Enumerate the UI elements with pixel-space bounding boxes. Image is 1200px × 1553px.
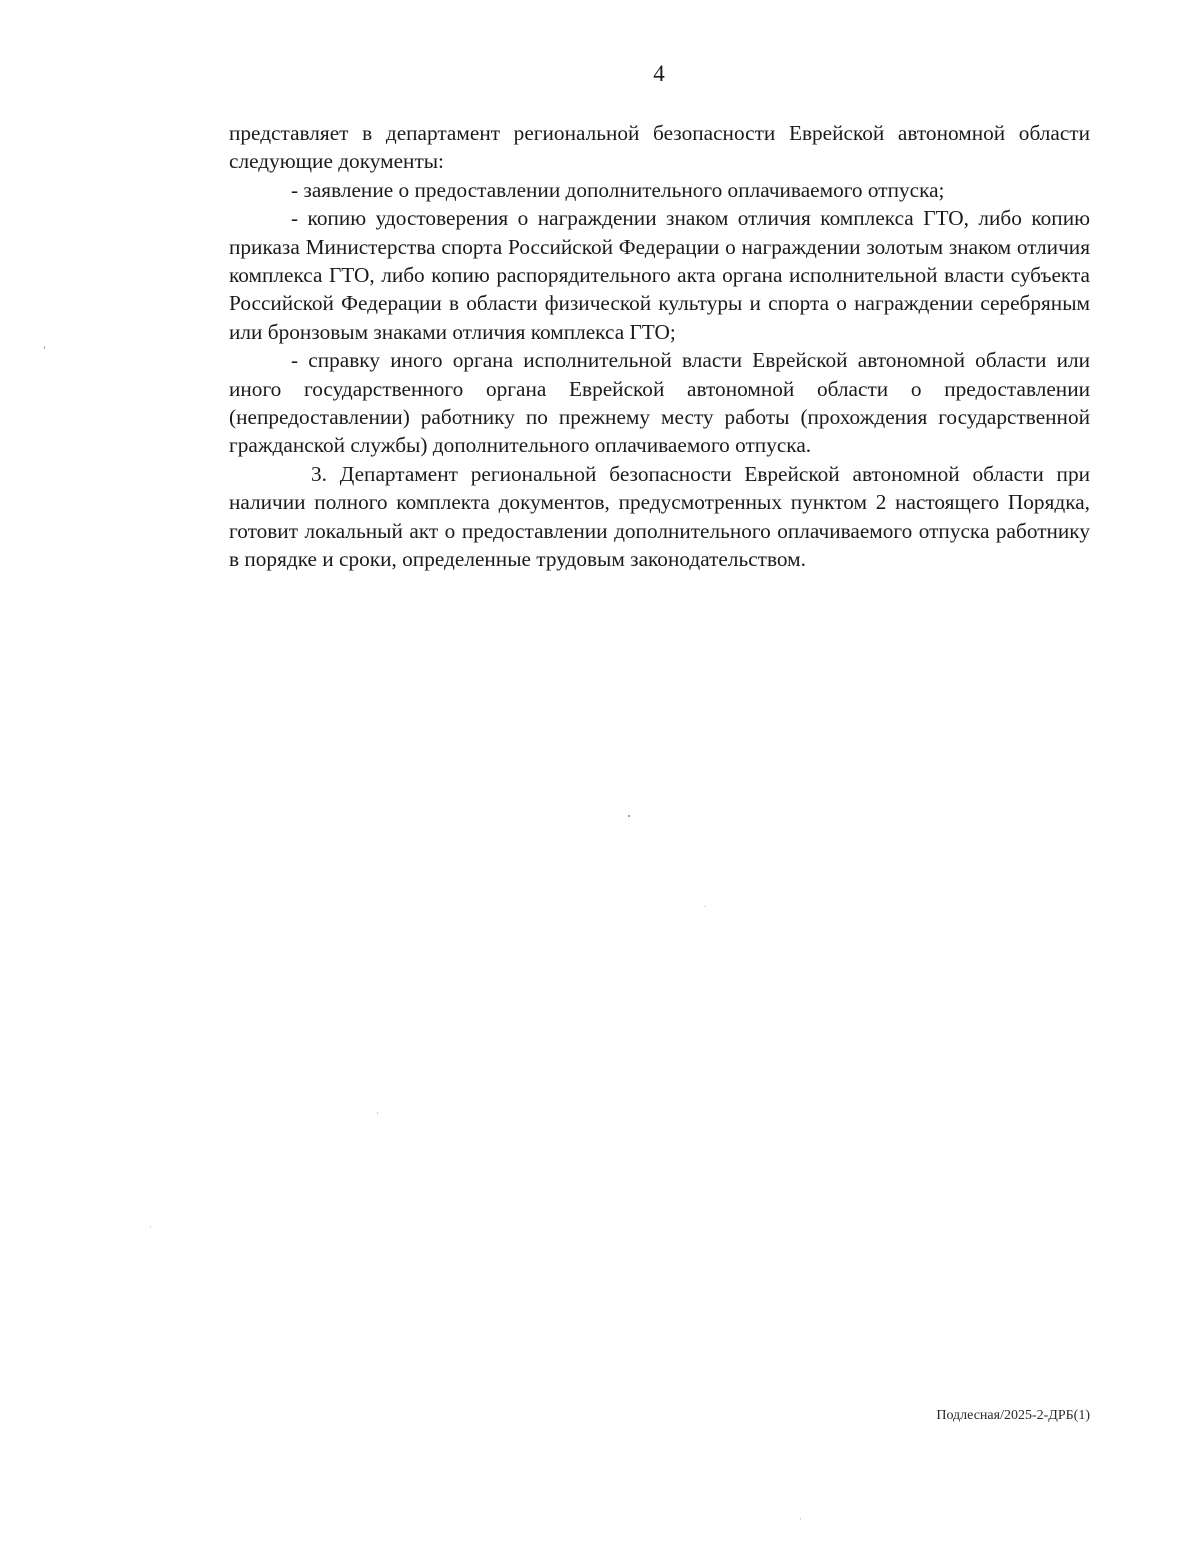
scan-speck [704,906,706,907]
scan-speck [628,815,630,817]
scan-speck [150,1226,151,1228]
scan-speck [800,1518,801,1520]
list-item-gto-certificate: - копию удостоверения о награждении знаком отличия комплекса ГТО, либо копию приказа Министерства спорта Российской Федерации о награждении золотым знаком отличия комплекса ГТО, либо копию распорядительного акта органа исполнительной власти субъекта Российской Федерации в области физической культуры и спорта о награждении серебряным или бронзовым знаками отличия комплекса ГТО; [229,206,1090,344]
document-body [229,119,1090,574]
list-item-reference: - справку иного органа исполнительной власти Еврейской автономной области или иного государственного органа Еврейской автономной области о предоставлении (непредоставлении) работнику по прежнему месту работы (прохождения государственной гражданской службы) дополнительного оплачиваемого отпуска. [229,348,1090,458]
list-item-application: - заявление о предоставлении дополнительного оплачиваемого отпуска; [291,177,945,202]
document-code: Подлесная/2025-2-ДРБ(1) [936,1408,1090,1423]
paragraph-clause-3: 3. Департамент региональной безопасности Еврейской автономной области при наличии полного комплекта документов, предусмотренных пунктом 2 настоящего Порядка, готовит локальный акт о предоставлении дополнительного оплачиваемого отпуска работнику в порядке и сроки, определенные трудовым законодательством. [229,461,1090,572]
scan-speck [377,1112,378,1114]
paragraph-intro: представляет в департамент региональной безопасности Еврейской автономной области следующие документы: [229,121,1090,174]
scan-speck [44,346,45,349]
page-number: 4 [653,61,665,86]
